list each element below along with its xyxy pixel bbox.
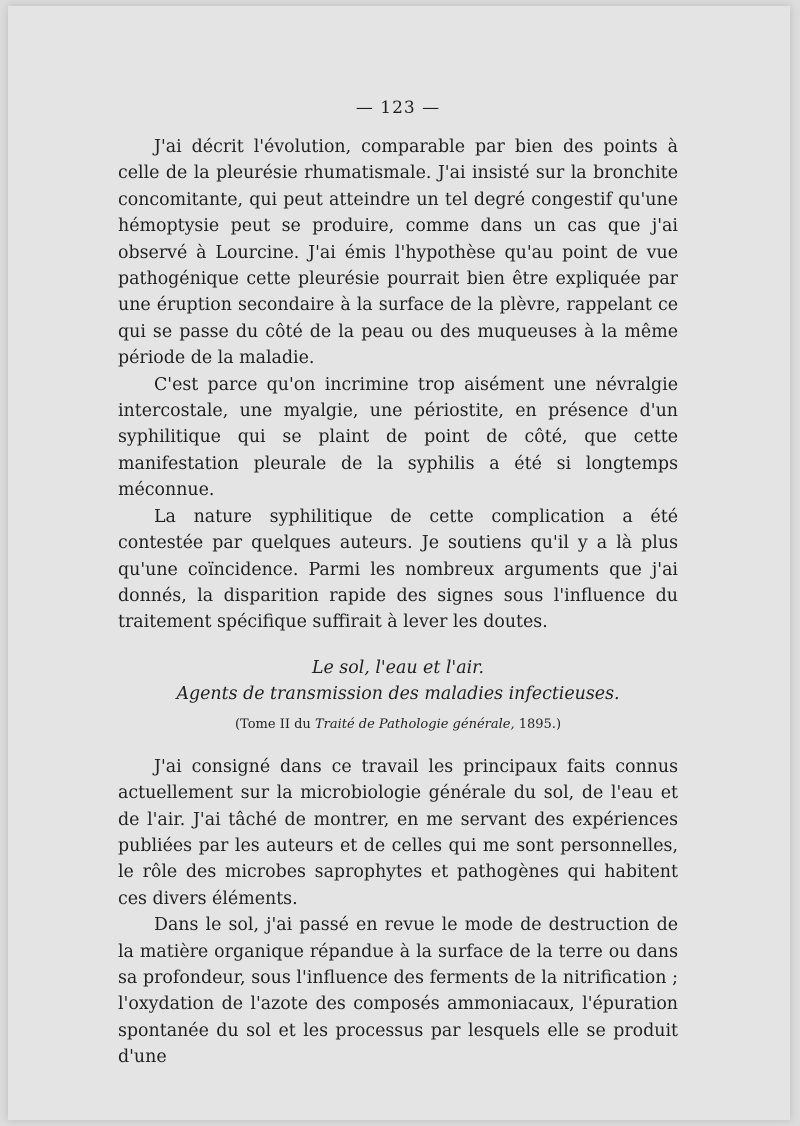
citation-suffix: 1895.) bbox=[514, 716, 562, 732]
page-number: — 123 — bbox=[355, 98, 441, 118]
page bbox=[8, 6, 790, 1120]
paragraph: La nature syphilitique de cette complication a été contestée par quelques auteurs. Je soutiens qu'il y a là plus qu'une coïncidence. Parmi les nombreux arguments que j'ai donnés, la disparition rapide des signes sous l'influence du traitement spécifique suffirait à lever les doutes. bbox=[118, 506, 678, 633]
section-subtitle: Agents de transmission des maladies infectieuses. bbox=[176, 683, 620, 704]
citation bbox=[118, 717, 678, 732]
paragraph: Dans le sol, j'ai passé en revue le mode de destruction de la matière organique répandue à la surface de la terre ou dans sa profondeur, sous l'influence des ferments de la nitrification ; l'oxydation de l'azote des composés ammoniacaux, l'épuration spontanée du sol et les processus par lesquels elle se produit d'une bbox=[118, 915, 678, 1068]
page-content bbox=[118, 98, 678, 1071]
paragraph: C'est parce qu'on incrimine trop aisément une névralgie intercostale, une myalgie, une périostite, en présence d'un syphilitique qui se plaint de point de côté, que cette manifestation pleurale de la syphilis a été si longtemps méconnue. bbox=[118, 374, 678, 501]
citation-prefix: (Tome II du bbox=[234, 716, 315, 732]
section-title: Le sol, l'eau et l'air. bbox=[311, 657, 485, 678]
paragraph: J'ai décrit l'évolution, comparable par bien des points à celle de la pleurésie rhumatismale. J'ai insisté sur la bronchite concomitante, qui peut atteindre un tel degré congestif qu'une hémoptysie peut se produire, comme dans un cas que j'ai observé à Lourcine. J'ai émis l'hypothèse qu'au point de vue pathogénique cette pleurésie pourrait bien être expliquée par une éruption secondaire à la surface de la plèvre, rappelant ce qui se passe du côté de la peau ou des muqueuses à la même période de la maladie. bbox=[118, 137, 678, 369]
citation-work: Traité de Pathologie générale, bbox=[314, 716, 515, 732]
paragraph: J'ai consigné dans ce travail les principaux faits connus actuellement sur la microbiologie générale du sol, de l'eau et de l'air. J'ai tâché de montrer, en me servant des expériences publiées par les auteurs et de celles qui me sont personnelles, le rôle des microbes saprophytes et pathogènes qui habitent ces divers éléments. bbox=[118, 756, 678, 909]
